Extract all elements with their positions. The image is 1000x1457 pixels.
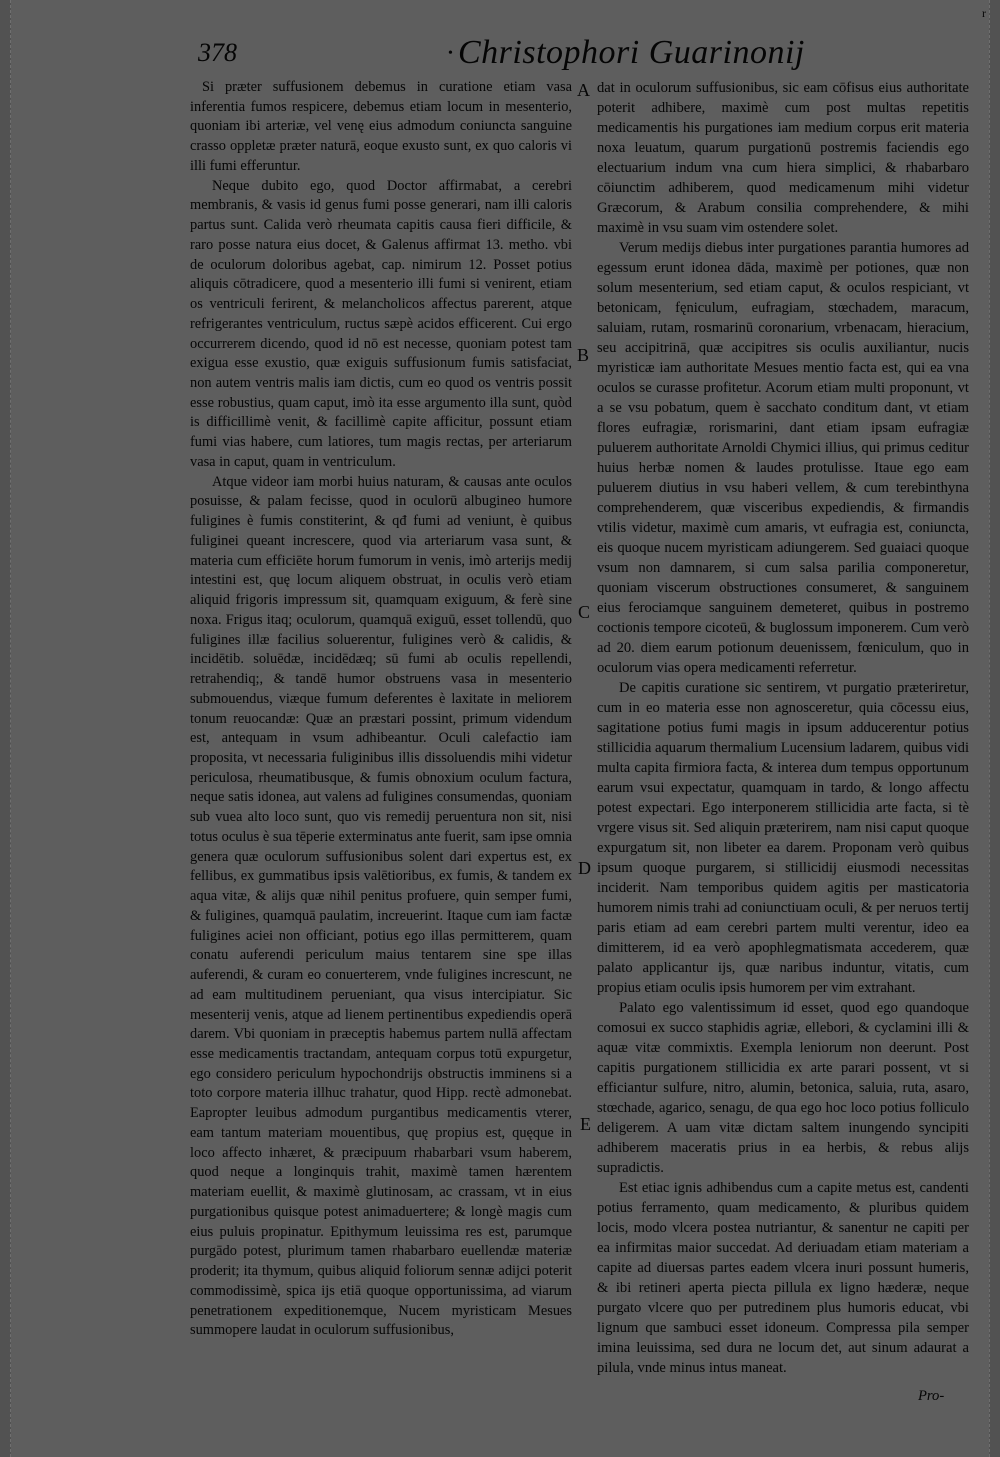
corner-mark: r bbox=[982, 6, 986, 20]
right-paragraph-3: De capitis curatione sic sentirem, vt purgatio præteriretur, cum in eo materia esse non agnosceretur, quia cōcessu eius, sagitatione potius fumi magis in ipsum adducerentur potius stillicidia aquarum thermalium Lucensium ladarem, quibus vidi multa capita firmiora facta, & interea dum tempus opportunum earum vsui expectatur, quamquam in tardo, & longo affectu potest expectari. Ego interponerem stillicidia arte facta, si tè vrgere visus sit. Sed aliquin præterirem, nam nisi caput quoque expurgatum sit, non libeter ea darem. Proponam verò quibus ipsum quoque purgarem, si stillicidij eiusmodi necessitas inciderit. Nam temporibus quidem agitis per masticatoria humorem nimis trahi ad coniunctiuam oculi, & per neruos tertij paris etiam ad eam cerebri partem multi verentur, ideo ea dimitterem, id ea verò apophlegmatismata accederem, quæ palato applicantur ijs, quæ naribus induntur, vitatis, cum propius etiam oculis ipsis humorem per vim extrahant. bbox=[597, 680, 969, 996]
margin-marker-d: D bbox=[578, 858, 591, 878]
margin-marker-a: A bbox=[577, 80, 590, 100]
right-page-edge bbox=[989, 0, 1000, 1457]
catchword: Pro- bbox=[918, 1388, 945, 1404]
left-paragraph-2: Neque dubito ego, quod Doctor affirmabat, a cerebri membranis, & vasis id genus fumi posse generari, nam illi caloris partus sunt. Calida verò rheumata capitis causa fieri difficile, & raro posse natura eius docet, & Galenus affirmat 13. metho. vbi de oculorum doloribus agebat, cap. nimirum 12. Posset potius aliquis cōtradicere, quod a mesenterio illi fumi si venirent, etiam os ventriculi ferirent, & melancholicos affectus parerent, atque refrigerantes ventriculum, ructus sæpè acidos efficerent. Cui ergo occurrerem dicendo, quod id nō est necesse, quoniam potest tam exigua esse exustio, quæ exiguis suffusionum fumis satisfaciat, non autem ventris malis iam dictis, cum eo quod os ventris possit esse robustius, quam caput, imò ita esse argumento illa sunt, quòd is difficillimè venit, & facillimè capite afficitur, possunt etiam fumi vias habere, cum latiores, tum magis rectas, per arteriarum vasa in caput, quam in ventriculum. bbox=[190, 177, 572, 470]
left-column bbox=[190, 78, 572, 1341]
right-paragraph-2: Verum medijs diebus inter purgationes parantia humores ad egessum erunt idonea dāda, maximè per potiones, quæ non solum mesenterium, sed etiam caput, & oculos respiciant, vt betonicam, fęniculum, eufragiam, stœchadem, maracum, saluiam, rutam, rosmarinū coronarium, vrbenacam, hieracium, seu accipitrinā, quæ accipitres sis oculis auxiliantur, nucis myristicæ iam authoritate Mesues mentio facta est, qui ea vna oculos se curasse profitetur. Acorum etiam multi proponunt, vt a se vsu pobatum, quem è sacchato conditum dant, vt etiam flores eufragiæ, rorismarini, dant etiam ipsam eufragiæ puluerem authoritate Arnoldi Chymici illius, qui primus ceditur huius herbæ nomen & laudes protulisse. Itaue ego eam puluerem diutius in vsu haberi vellem, & cum terebinthyna comprehenderem, quæ visceribus expediendis, & firmandis vtilis videtur, maximè cum amaris, vt eufragia est, coniuncta, eis quoque nucem myristicam adiungerem. Sed guaiaci quoque vsum non damnarem, si cum salsa parilia componeretur, quoniam viscerum obstructiones consumeret, & sanguinem eius ferociamque sanguinem demeteret, quibus in postremo coctionis tempore cicoteū, & buglossum imponerem. Cum verò ad 20. diem earum potionum deuenissem, fœniculum, quo in oculorum vias opera medicamenti referretur. bbox=[597, 240, 969, 676]
right-paragraph-1: dat in oculorum suffusionibus, sic eam cōfisus eius authoritate poterit adhibere, maximè cum post multas repetitis medicamentis his purgationes iam medium corpus erit materia noxa leuatum, quarum purgationū postremis faciendis ego electuarium indum vna cum hiera simplici, & rhabarbaro cōiunctim adhiberem, quod medicamenum mihi videtur Græcorum, & Arabum consilia comprehendere, & mihi maximè in vsu suam vim ostendere solet. bbox=[597, 80, 969, 236]
right-paragraph-4: Palato ego valentissimum id esset, quod ego quandoque comosui ex succo staphidis agriæ, ellebori, & cyclamini illi & aquæ vitæ commixtis. Exempla leniorum non deerunt. Post capitis purgationem stillicidia ex arte parari possent, vt si efficiantur sulfure, nitro, alumin, betonica, saluia, ruta, asaro, stœchade, agarico, senagu, de qua ego hoc loco potius folliculo deligerem. A uam vitæ dictam saltem inungendo syncipiti adhiberem maceratis prius in ea herbis, & rebus alijs supradictis. bbox=[597, 1000, 969, 1176]
margin-marker-c: C bbox=[578, 602, 591, 622]
page-number: 378 bbox=[198, 38, 237, 67]
right-paragraph-5: Est etiac ignis adhibendus cum a capite metus est, candenti potius ferramento, quam medicamento, & pluribus quidem locis, modo vlcera postea nutriantur, & sanentur ne capiti per ea infirmitas maior succedat. Ad deriuadam etiam materiam a capite ad diuersas partes eadem vlcera inuri possunt humeris, & ibi retineri aperta piecta pillula ex ligno hæderæ, neque purgato vlcere quo per putredinem plus humoris educat, vbi lignum que sambuci esset idoneum. Compressa pila semper imina leuissima, sed dura ne locum det, aut sinum adaurat a pilula, vnde minus intus maneat. bbox=[597, 1180, 969, 1376]
left-paragraph-1: Si præter suffusionem debemus in curatione etiam vasa inferentia fumos respicere, debemus etiam locum in mesenterio, quoniam ibi arteriæ, vel venę eius admodum coniuncta sanguine crasso oppletæ præter naturā, eoque exusto sunt, ex quo caloris vi illi fumi efferuntur. bbox=[190, 79, 572, 174]
left-paragraph-3: Atque videor iam morbi huius naturam, & causas ante oculos posuisse, & palam fecisse, quod in oculorū albugineo humore fuligines è fumis constiterint, & qđ fumi ad veniunt, è quibus fuliginei queant increscere, quod via arteriarum vasa sunt, & materia cum efficiēte horum fumorum in venis, imò arterijs medij intestini est, quę locum aliquem obstruat, in oculis verò etiam aliquid frigoris impressum sit, quamquam exiguum, & ferè sine noxa. Frigus itaq; oculorum, quamquā exiguū, esset tollendū, quo fuligines illæ facilius soluerentur, fuligines verò & calidis, & incidētib. soluēdæ, incidēdæq; sū fumi ab oculis repellendi, retrahendiq;, & tandē humor obstruens vasa in mesenterio submouendus, viæque fumum deferentes è laxitate in meliorem tonum reuocandæ: Quæ an præstari possint, primum videndum est, antequam in vsum adhibeantur. Oculi calefactio iam proposita, vt necessaria fuliginibus illis dissoluendis mihi videtur periculosa, rheumatibusque, & fumis obnoxium oculum factura, neque satis idonea, aut valens ad fuligines consumendas, quoniam sub vuea alto loco sunt, quo vis remedij peruentura non sit, nisi totus oculus è sua tēperie exterminatus ante fuerit, sam ipse omnia genera quæ oculorum suffusionibus solent dari expertus est, ex fellibus, ex gummatibus ipsis valētioribus, ex fumis, & tandem ex aqua vitæ, & alijs quæ nihil penitus profuere, quin semper fumi, & fuligines, quamquā paulatim, increuerint. Itaque cum iam factæ fuligines aciei non officiant, potius ego illas permitterem, quam conatu auferendi periculum maius tentarem sine spe illas auferendi, & curam eo conuerterem, vnde fuligines increscunt, ne ad eam multitudinem perueniant, qua visus intercipiatur. Sic mesenterij venis, atque ad lienem pertinentibus expediendis operā darem. Vbi quoniam in præceptis habemus partem nullā affectam esse medicamentis tractandam, antequam corpus totū expurgetur, ego considero periculum hypochondrijs obstructis imminens si a toto corpore materia illhuc trahatur, quod Hipp. rectè admonebat. Eapropter leuibus admodum purgantibus medicamentis vterer, eam tantum materiam mouentibus, quę propius est, quęque in loco affecto inhæret, & præcipuum rhabarbari vsum haberem, quod neque a longinquis trahit, maximè tamen hærentem materiam euellit, & maximè glutinosam, ac crassam, vt in eius purgationibus quisque potest animaduertere; & longè magis cum eius puluis propinatur. Epithymum leuissima res est, parumque purgādo potest, plurimum tamen rhabarbaro euellendæ materiæ proderit; ita thymum, quibus aliquid foliorum sennæ adijci poterit commodissimè, spica ijs etiā quoque opportunissima, ad viarum penetrationem expeditionemque, Nucem myristicam Mesues summopere laudat in oculorum suffusionibus, bbox=[190, 473, 572, 1339]
margin-marker-b: B bbox=[577, 345, 590, 365]
right-column bbox=[597, 78, 969, 1378]
header-dot: • bbox=[448, 46, 453, 61]
margin-marker-e: E bbox=[580, 1114, 591, 1134]
running-head: Christophori Guarinonij bbox=[458, 34, 805, 71]
left-page-edge bbox=[0, 0, 11, 1457]
